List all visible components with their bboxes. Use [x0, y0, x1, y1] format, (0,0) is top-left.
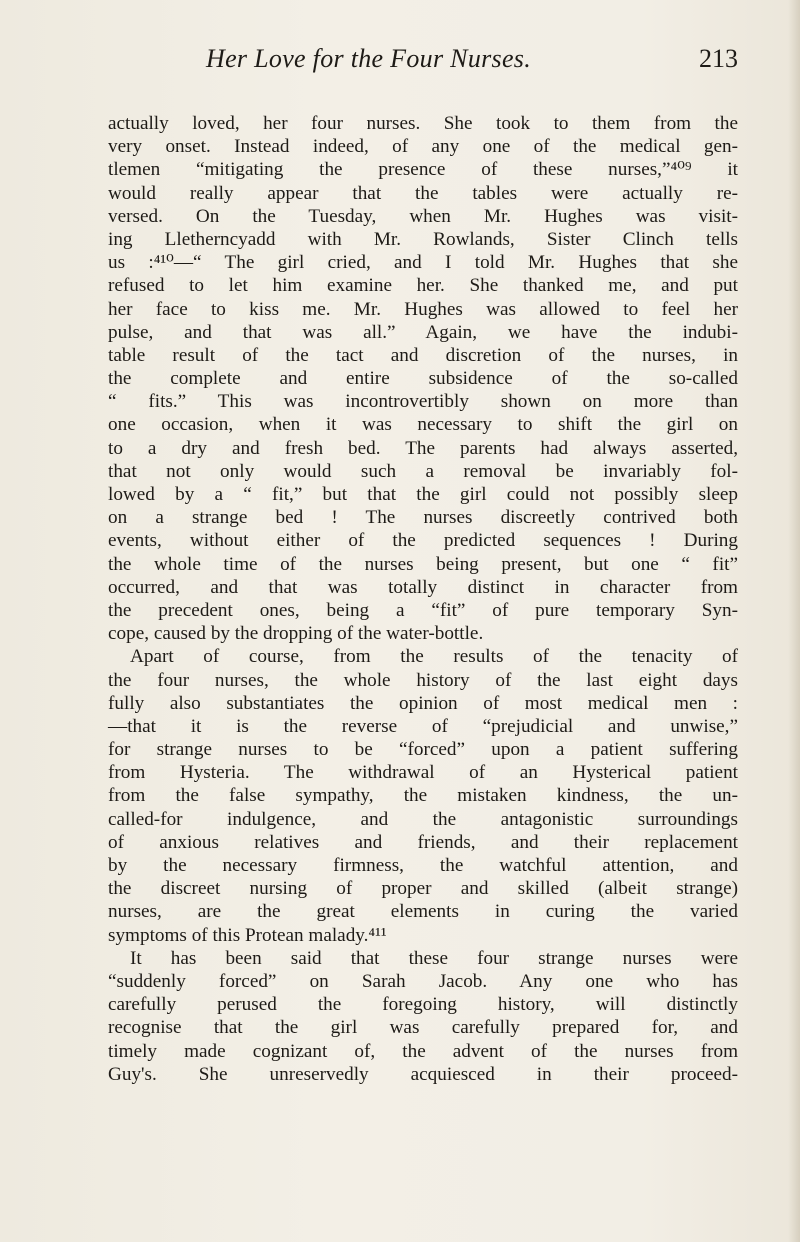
text-line: on a strange bed ! The nurses discreetly contrived both — [108, 507, 738, 529]
page-edge-shadow — [788, 0, 800, 1242]
text-line: refused to let him examine her. She thanked me, and put — [108, 275, 738, 297]
text-line: that not only would such a removal be invariably fol- — [108, 460, 738, 482]
text-line: events, without either of the predicted sequences ! During — [108, 530, 738, 552]
text-line: us :⁴¹⁰—“ The girl cried, and I told Mr. Hughes that she — [108, 252, 738, 274]
text-line: one occasion, when it was necessary to shift the girl on — [108, 414, 738, 436]
text-line: the discreet nursing of proper and skilled (albeit strange) — [108, 878, 738, 900]
text-line: nurses, are the great elements in curing the varied — [108, 901, 738, 923]
text-line: would really appear that the tables were actually re- — [108, 182, 738, 204]
text-line: her face to kiss me. Mr. Hughes was allowed to feel her — [108, 298, 738, 320]
text-line: called-for indulgence, and the antagonistic surroundings — [108, 808, 738, 830]
text-line: carefully perused the foregoing history, will distinctly — [108, 994, 738, 1016]
text-line: the four nurses, the whole history of the last eight days — [108, 669, 738, 691]
text-line: to a dry and fresh bed. The parents had always asserted, — [108, 437, 738, 459]
text-line: It has been said that these four strange nurses were — [130, 947, 738, 969]
text-line: by the necessary firmness, the watchful attention, and — [108, 855, 738, 876]
text-line: the complete and entire subsidence of the so-called — [108, 368, 738, 390]
body-text — [108, 112, 738, 1086]
running-head — [108, 44, 738, 78]
text-line: the precedent ones, being a “fit” of pure temporary Syn- — [108, 599, 738, 621]
text-line: actually loved, her four nurses. She took to them from the — [108, 113, 738, 134]
text-line: “suddenly forced” on Sarah Jacob. Any one who has — [108, 970, 738, 992]
text-line: tlemen “mitigating the presence of these nurses,”⁴⁰⁹ it — [108, 159, 738, 181]
text-line: table result of the tact and discretion of the nurses, in — [108, 344, 738, 366]
text-line: very onset. Instead indeed, of any one of the medical gen- — [108, 136, 738, 158]
page-number: 213 — [699, 44, 738, 73]
text-line: for strange nurses to be “forced” upon a patient suffering — [108, 739, 738, 761]
text-line: from the false sympathy, the mistaken kindness, the un- — [108, 785, 738, 807]
text-line: occurred, and that was totally distinct in character from — [108, 576, 738, 598]
text-line: timely made cognizant of, the advent of the nurses from — [108, 1040, 738, 1062]
text-line: pulse, and that was all.” Again, we have the indubi- — [108, 321, 738, 343]
text-line: cope, caused by the dropping of the water-bottle. — [108, 623, 484, 645]
running-title: Her Love for the Four Nurses. — [206, 44, 532, 73]
text-line: “ fits.” This was incontrovertibly shown on more than — [108, 391, 738, 413]
text-line: recognise that the girl was carefully prepared for, and — [108, 1017, 738, 1039]
text-line: from Hysteria. The withdrawal of an Hysterical patient — [108, 762, 738, 784]
text-line: of anxious relatives and friends, and their replacement — [108, 831, 738, 853]
text-line: versed. On the Tuesday, when Mr. Hughes was visit- — [108, 205, 738, 227]
text-line: lowed by a “ fit,” but that the girl could not possibly sleep — [108, 484, 738, 505]
text-line: ing Lletherncyadd with Mr. Rowlands, Sister Clinch tells — [108, 228, 738, 250]
text-line: symptoms of this Protean malady.⁴¹¹ — [108, 924, 387, 946]
text-line: fully also substantiates the opinion of most medical men : — [108, 692, 738, 714]
text-line: the whole time of the nurses being present, but one “ fit” — [108, 553, 738, 575]
text-line: Apart of course, from the results of the tenacity of — [130, 646, 738, 668]
text-line: —that it is the reverse of “prejudicial and unwise,” — [108, 715, 738, 737]
text-line: Guy's. She unreservedly acquiesced in their proceed- — [108, 1063, 738, 1085]
